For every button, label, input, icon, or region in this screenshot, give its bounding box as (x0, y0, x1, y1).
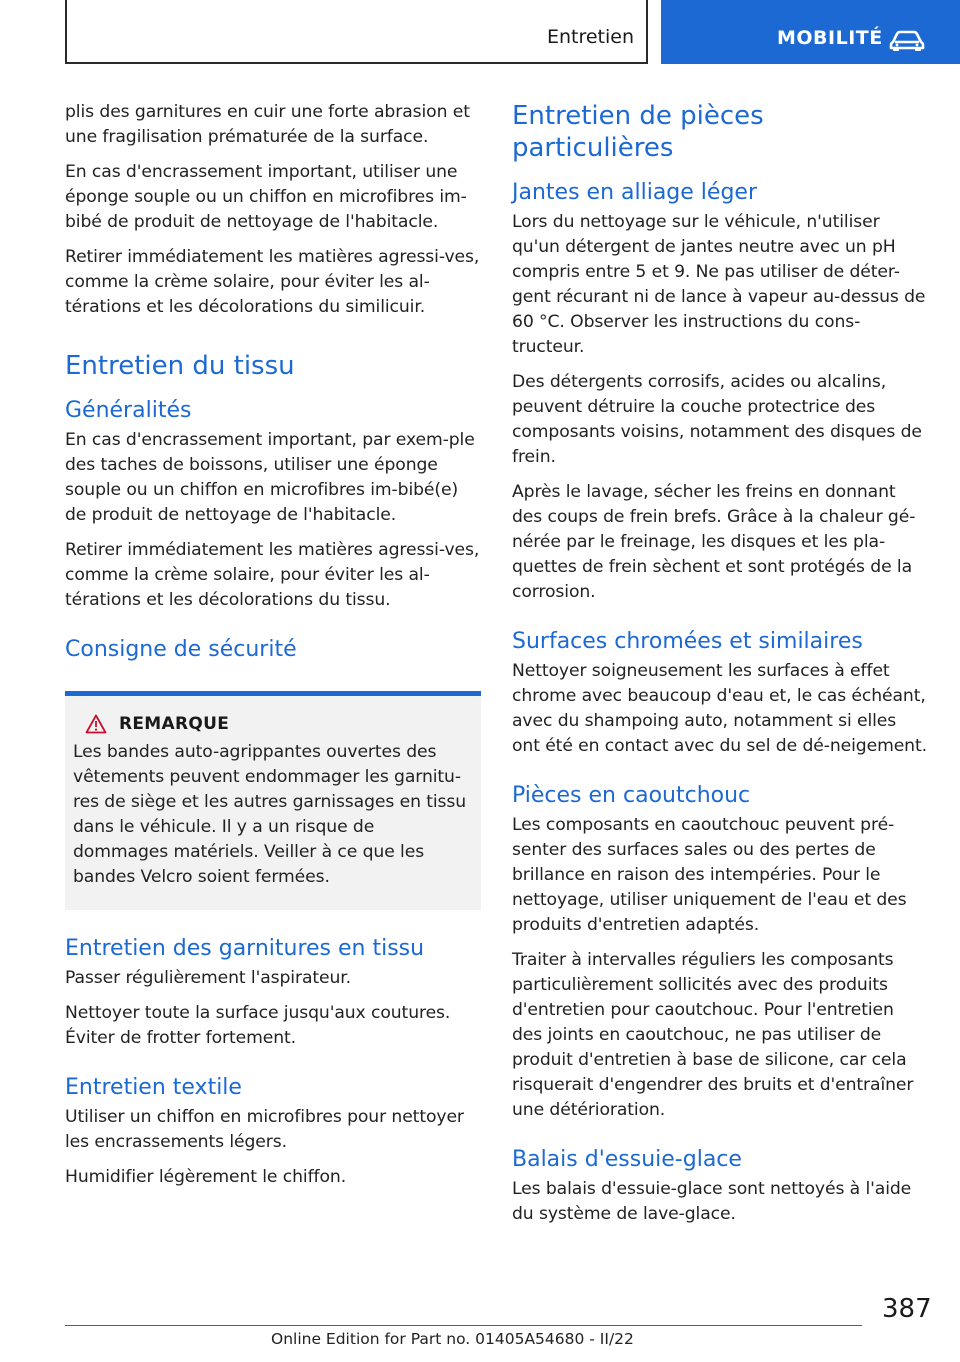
heading-pieces-caoutchouc: Pièces en caoutchouc (512, 783, 751, 808)
heading-entretien-textile: Entretien textile (65, 1075, 242, 1100)
notice-box (65, 691, 481, 910)
chapter-tab[interactable] (661, 0, 960, 64)
paragraph: Retirer immédiatement les matières agressi-ves, comme la crème solaire, pour éviter les al-térations et les décolorations du similicuir. (65, 247, 480, 317)
notice-header (73, 714, 473, 734)
paragraph: En cas d'encrassement important, utiliser une éponge souple ou un chiffon en microfibres im-bibé de produit de nettoyage de l'habitacle. (65, 162, 467, 232)
heading-consigne-securite: Consigne de sécurité (65, 637, 297, 662)
footer-divider (65, 1325, 862, 1326)
warning-triangle-icon (85, 714, 107, 734)
paragraph: Traiter à intervalles réguliers les composants particulièrement sollicités avec des produits d'entretien pour caoutchouc. Pour l'entretien des joints en caoutchouc, ne pas utiliser de produit d'entretien à base de silicone, car cela risquerait d'engendrer des bruits et d'entraîner une détérioration. (512, 950, 914, 1120)
paragraph: Les composants en caoutchouc peuvent pré-senter des surfaces sales ou des pertes de brillance en raison des intempéries. Pour le nettoyage, utiliser uniquement de l'eau et des produits d'entretien adaptés. (512, 815, 907, 935)
chapter-label: MOBILITÉ (777, 27, 883, 49)
right-column (512, 100, 928, 1237)
paragraph: Des détergents corrosifs, acides ou alcalins, peuvent détruire la couche protectrice des composants voisins, notamment des disques de frein. (512, 372, 922, 467)
paragraph: Lors du nettoyage sur le véhicule, n'utiliser qu'un détergent de jantes neutre avec un pH compris entre 5 et 9. Ne pas utiliser de déter-gent récurant ni de lance à vapeur au-dessus de 60 °C. Observer les instructions du cons-tructeur. (512, 212, 926, 357)
car-icon (889, 28, 925, 52)
heading-garnitures-tissu: Entretien des garnitures en tissu (65, 936, 425, 961)
paragraph: Les balais d'essuie-glace sont nettoyés à l'aide du système de lave-glace. (512, 1179, 912, 1224)
heading-generalites: Généralités (65, 398, 192, 423)
paragraph: plis des garnitures en cuir une forte abrasion et une fragilisation prématurée de la surface. (65, 102, 470, 147)
footer-edition: Online Edition for Part no. 01405A54680 - II/22 (271, 1330, 634, 1348)
page-number: 387 (882, 1294, 932, 1324)
heading-jantes: Jantes en alliage léger (512, 180, 757, 205)
section-title: Entretien (546, 26, 634, 48)
heading-surfaces-chromees: Surfaces chromées et similaires (512, 629, 863, 654)
paragraph: Utiliser un chiffon en microfibres pour nettoyer les encrassements légers. (65, 1107, 464, 1152)
paragraph: Retirer immédiatement les matières agressi-ves, comme la crème solaire, pour éviter les al-térations et les décolorations du tissu. (65, 540, 480, 610)
paragraph: Passer régulièrement l'aspirateur. (65, 968, 352, 988)
paragraph: Humidifier légèrement le chiffon. (65, 1167, 347, 1187)
paragraph: Après le lavage, sécher les freins en donnant des coups de frein brefs. Grâce à la chaleur gé-nérée par le freinage, les disques et les pla-quettes de frein sèchent et sont protégés de la corrosion. (512, 482, 916, 602)
left-column (65, 100, 481, 1200)
paragraph: Nettoyer toute la surface jusqu'aux coutures. Éviter de frotter fortement. (65, 1003, 451, 1048)
heading-entretien-tissu: Entretien du tissu (65, 351, 295, 381)
paragraph: En cas d'encrassement important, par exem-ple des taches de boissons, utiliser une éponge souple ou un chiffon en microfibres im-bibé(e) de produit de nettoyage de l'habitacle. (65, 430, 475, 525)
paragraph: Nettoyer soigneusement les surfaces à effet chrome avec beaucoup d'eau et, le cas échéant, avec du shampoing auto, notamment si elles ont été en contact avec du sel de dé-neigement. (512, 661, 927, 756)
notice-title: REMARQUE (119, 714, 230, 734)
heading-balais-essuie-glace: Balais d'essuie-glace (512, 1147, 742, 1172)
notice-text: Les bandes auto-agrippantes ouvertes des vêtements peuvent endommager les garnitu-res de siège et les autres garnissages en tissu dans le véhicule. Il y a un risque de dommages matériels. Veiller à ce que les bandes Velcro soient fermées. (73, 742, 467, 887)
heading-pieces-particulieres: Entretien de pièces particulières (512, 101, 764, 163)
